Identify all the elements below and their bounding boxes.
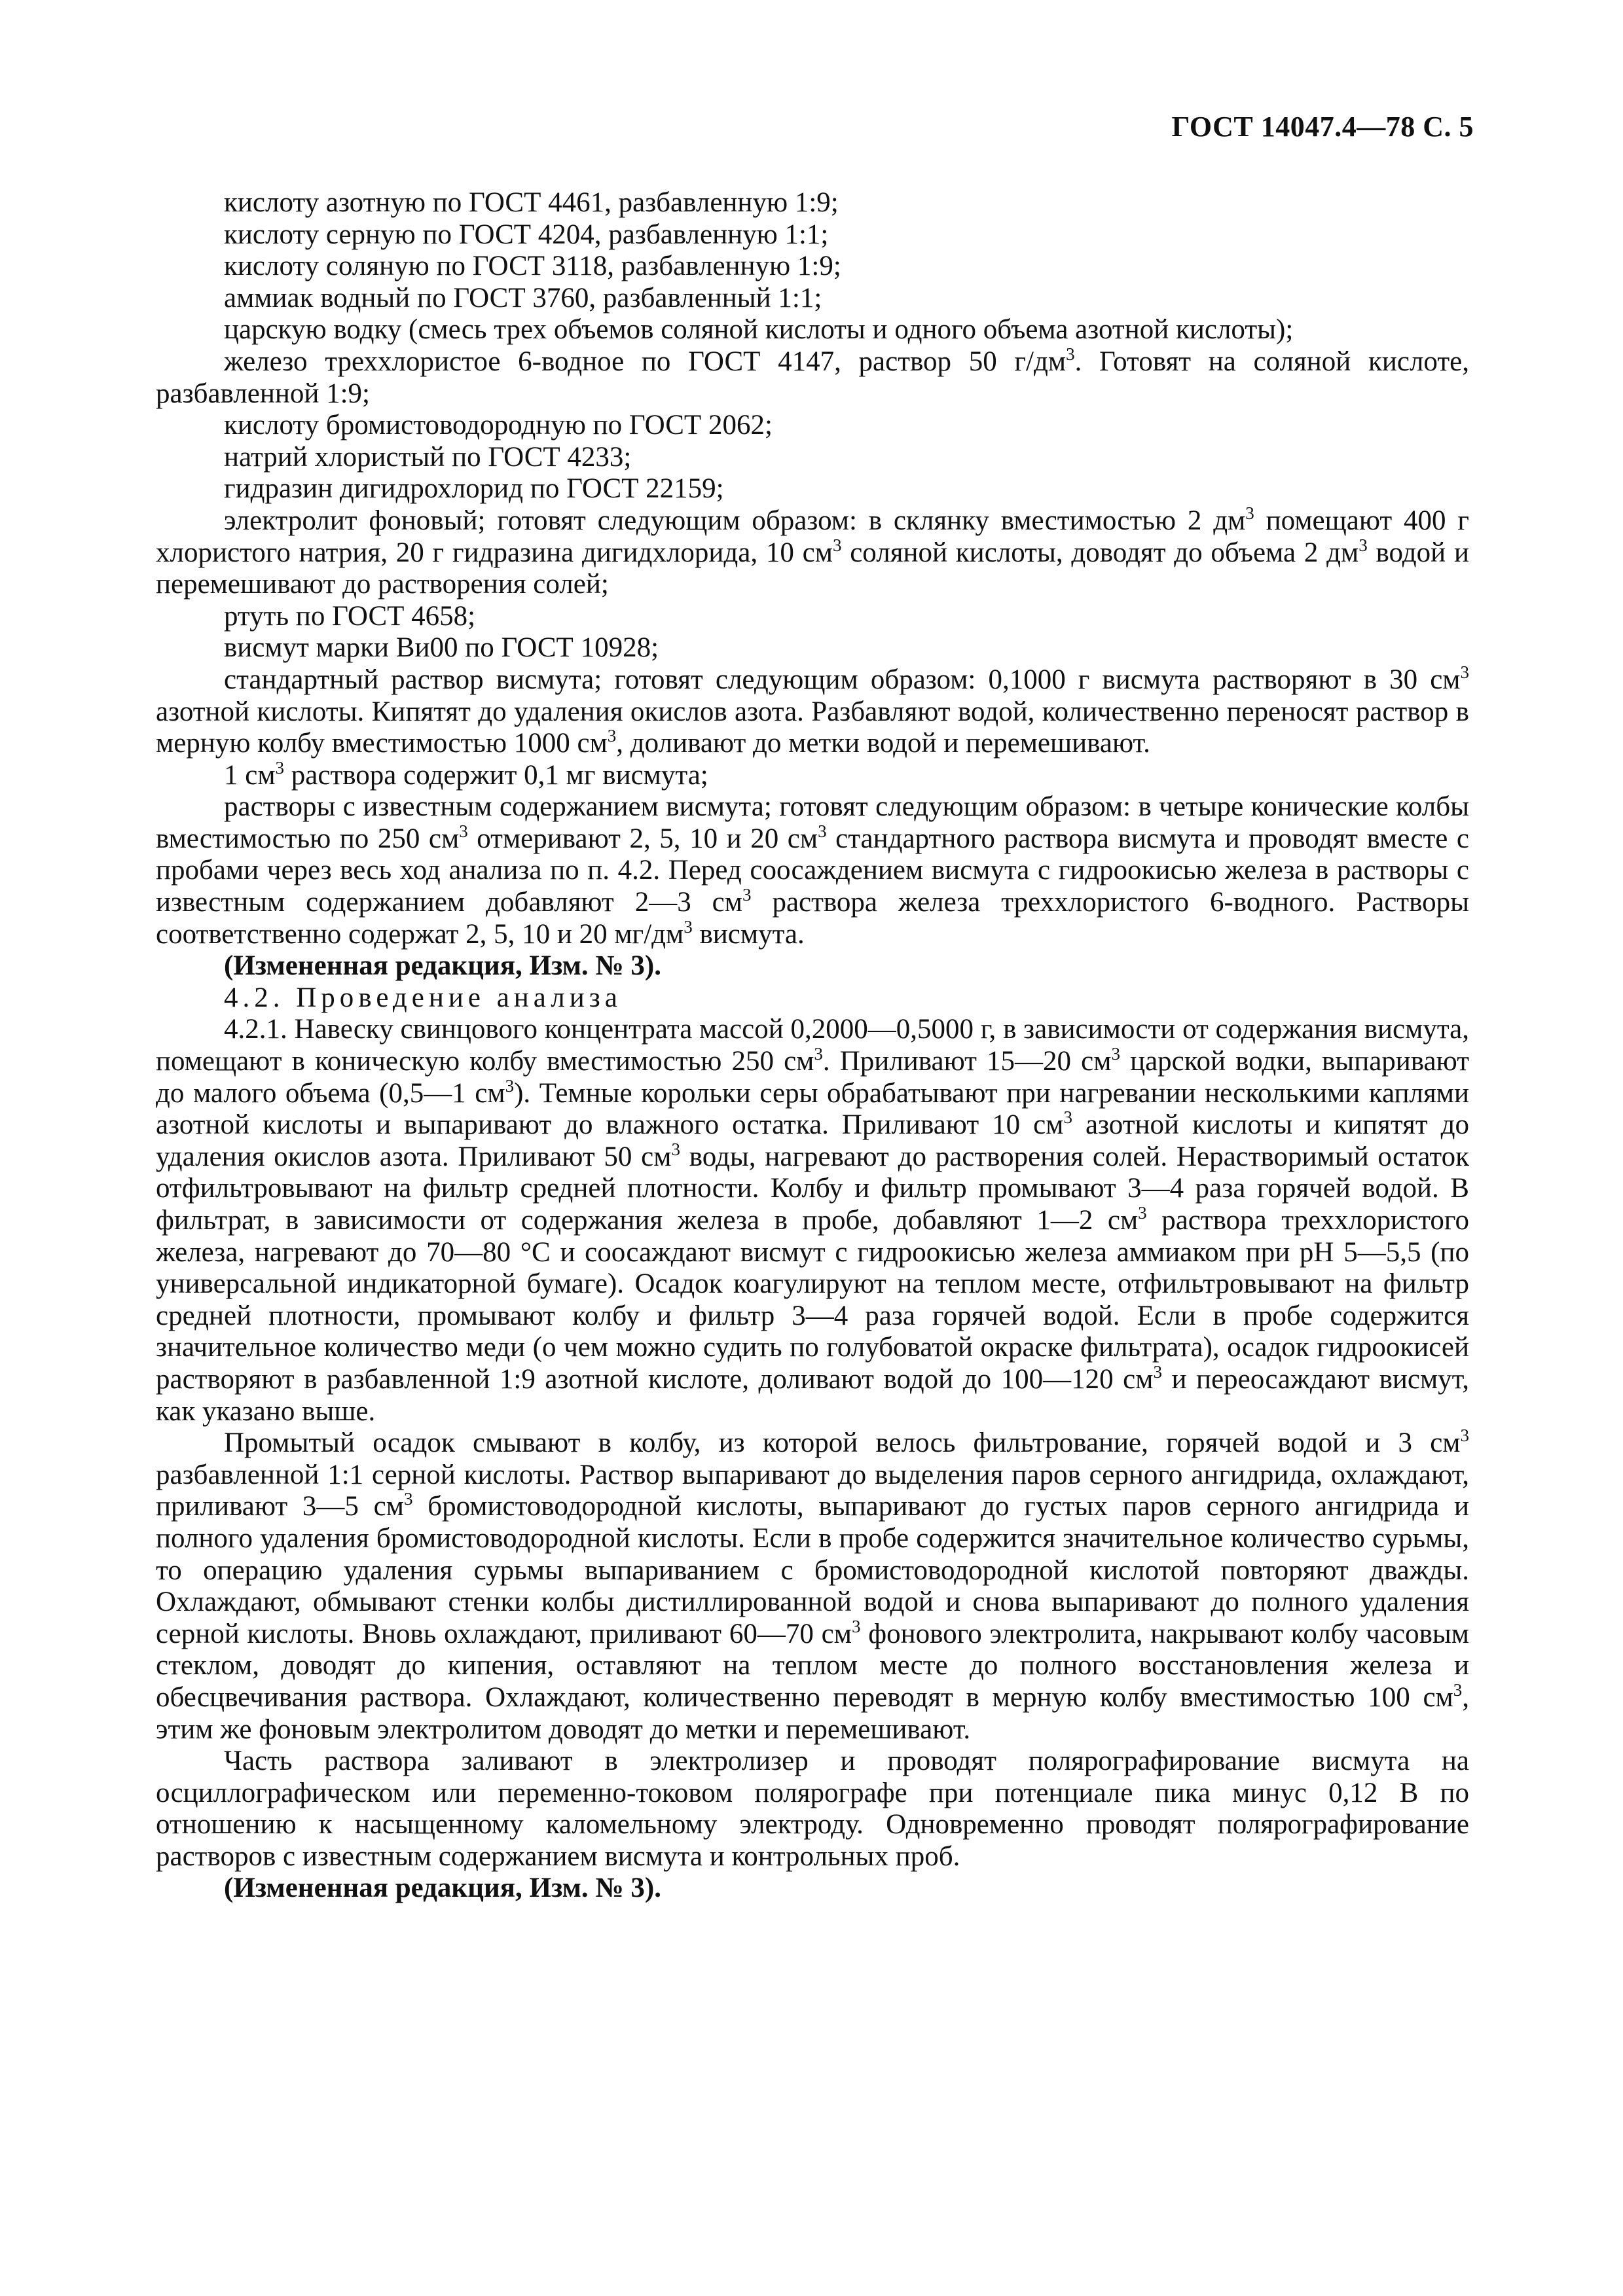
paragraph: кислоту серную по ГОСТ 4204, разбавленную 1:1;	[224, 219, 829, 250]
paragraph: 1 $см^3$ раствора содержит 0,1 мг висмута;	[224, 757, 708, 791]
paragraph: аммиак водный по ГОСТ 3760, разбавленный 1:1;	[224, 282, 822, 314]
paragraph: (Измененная редакция, Изм. № 3).	[224, 1873, 661, 1904]
page-header: ГОСТ 14047.4—78 С. 5	[1171, 111, 1474, 143]
paragraph: Промытый осадок смывают в колбу, из которой велось фильтрование, горячей водой и 3 $см^3$ разбавленной 1:1 серной кислоты. Раствор выпаривают до выделения паров серного ангидрида, охлаждают, приливают 3—5 $см^3$ бромистоводородной кислоты, выпаривают до густых паров серного ангидрида и полного удаления бромистоводородной кислоты. Если в пробе содержится значительное количество сурьмы, то операцию удаления сурьмы выпариванием с бромистоводородной кислотой повторяют дважды. Охлаждают, обмывают стенки колбы дистиллированной водой и снова выпаривают до полного удаления серной кислоты. Вновь охлаждают, приливают 60—70 $см^3$ фонового электролита, накрывают колбу часовым стеклом, доводят до кипения, оставляют на теплом месте до полного восстановления железа и обесцвечивания раствора. Охлаждают, количественно переводят в мерную колбу вместимостью 100 $см^3$, этим же фоновым электролитом доводят до метки и перемешивают.	[156, 1426, 1469, 1745]
paragraph: ртуть по ГОСТ 4658;	[224, 600, 476, 632]
paragraph: 4.2. Проведение анализа	[224, 982, 622, 1013]
paragraph: железо треххлористое 6-водное по ГОСТ 4147, раствор 50 $г/дм^3$. Готовят на соляной кислоте, разбавленной 1:9;	[156, 344, 1469, 409]
paragraph: Часть раствора заливают в электролизер и проводят полярографирование висмута на осциллографическом или переменно-токовом полярографе при потенциале пика минус 0,12 В по отношению к насыщенному каломельному электроду. Одновременно проводят полярографирование растворов с известным содержанием висмута и контрольных проб.	[156, 1746, 1469, 1872]
paragraph: стандартный раствор висмута; готовят следующим образом: 0,1000 г висмута растворяют в 30 $см^3$ азотной кислоты. Кипятят до удаления окислов азота. Разбавляют водой, количественно переносят раствор в мерную колбу вместимостью 1000 $см^3$, доливают до метки водой и перемешивают.	[156, 662, 1469, 759]
paragraph: гидразин дигидрохлорид по ГОСТ 22159;	[224, 473, 724, 505]
paragraph: висмут марки Ви00 по ГОСТ 10928;	[224, 632, 659, 664]
paragraph: кислоту бромистоводородную по ГОСТ 2062;	[224, 410, 773, 441]
paragraph: (Измененная редакция, Изм. № 3).	[224, 950, 661, 982]
paragraph: кислоту соляную по ГОСТ 3118, разбавленную 1:9;	[224, 251, 841, 282]
document-body	[156, 187, 1469, 1905]
paragraph: 4.2.1. Навеску свинцового концентрата массой 0,2000—0,5000 г, в зависимости от содержания висмута, помещают в коническую колбу вместимостью 250 $см^3$. Приливают 15—20 $см^3$ царской водки, выпаривают до малого объема (0,5—1 $см^3$). Темные корольки серы обрабатывают при нагревании несколькими каплями азотной кислоты и выпаривают до влажного остатка. Приливают 10 $см^3$ азотной кислоты и кипятят до удаления окислов азота. Приливают 50 $см^3$ воды, нагревают до растворения солей. Нерастворимый остаток отфильтровывают на фильтр средней плотности. Колбу и фильтр промывают 3—4 раза горячей водой. В фильтрат, в зависимости от содержания железа в пробе, добавляют 1—2 $см^3$ раствора треххлористого железа, нагревают до 70—80 °С и соосаждают висмут с гидроокисью железа аммиаком при рН 5—5,5 (по универсальной индикаторной бумаге). Осадок коагулируют на теплом месте, отфильтровывают на фильтр средней плотности, промывают колбу и фильтр 3—4 раза горячей водой. Если в пробе содержится значительное количество меди (о чем можно судить по голубоватой окраске фильтрата), осадок гидроокисей растворяют в разбавленной 1:9 азотной кислоте, доливают водой до 100—120 $см^3$ и переосаждают висмут, как указано выше.	[156, 1014, 1469, 1427]
paragraph: электролит фоновый; готовят следующим образом: в склянку вместимостью 2 $дм^3$ помещают 400 г хлористого натрия, 20 г гидразина дигидхлорида, 10 $см^3$ соляной кислоты, доводят до объема 2 $дм^3$ водой и перемешивают до растворения солей;	[156, 503, 1469, 600]
paragraph: кислоту азотную по ГОСТ 4461, разбавленную 1:9;	[224, 187, 839, 218]
paragraph: натрий хлористый по ГОСТ 4233;	[224, 441, 632, 473]
paragraph: царскую водку (смесь трех объемов соляной кислоты и одного объема азотной кислоты);	[224, 314, 1294, 346]
paragraph: растворы с известным содержанием висмута; готовят следующим образом: в четыре конические колбы вместимостью по 250 $см^3$ отмеривают 2, 5, 10 и 20 $см^3$ стандартного раствора висмута и проводят вместе с пробами через весь ход анализа по п. 4.2. Перед соосаждением висмута с гидроокисью железа в растворы с известным содержанием добавляют 2—3 $см^3$ раствора железа треххлористого 6-водного. Растворы соответственно содержат 2, 5, 10 и 20 $мг/дм^3$ висмута.	[156, 791, 1470, 950]
